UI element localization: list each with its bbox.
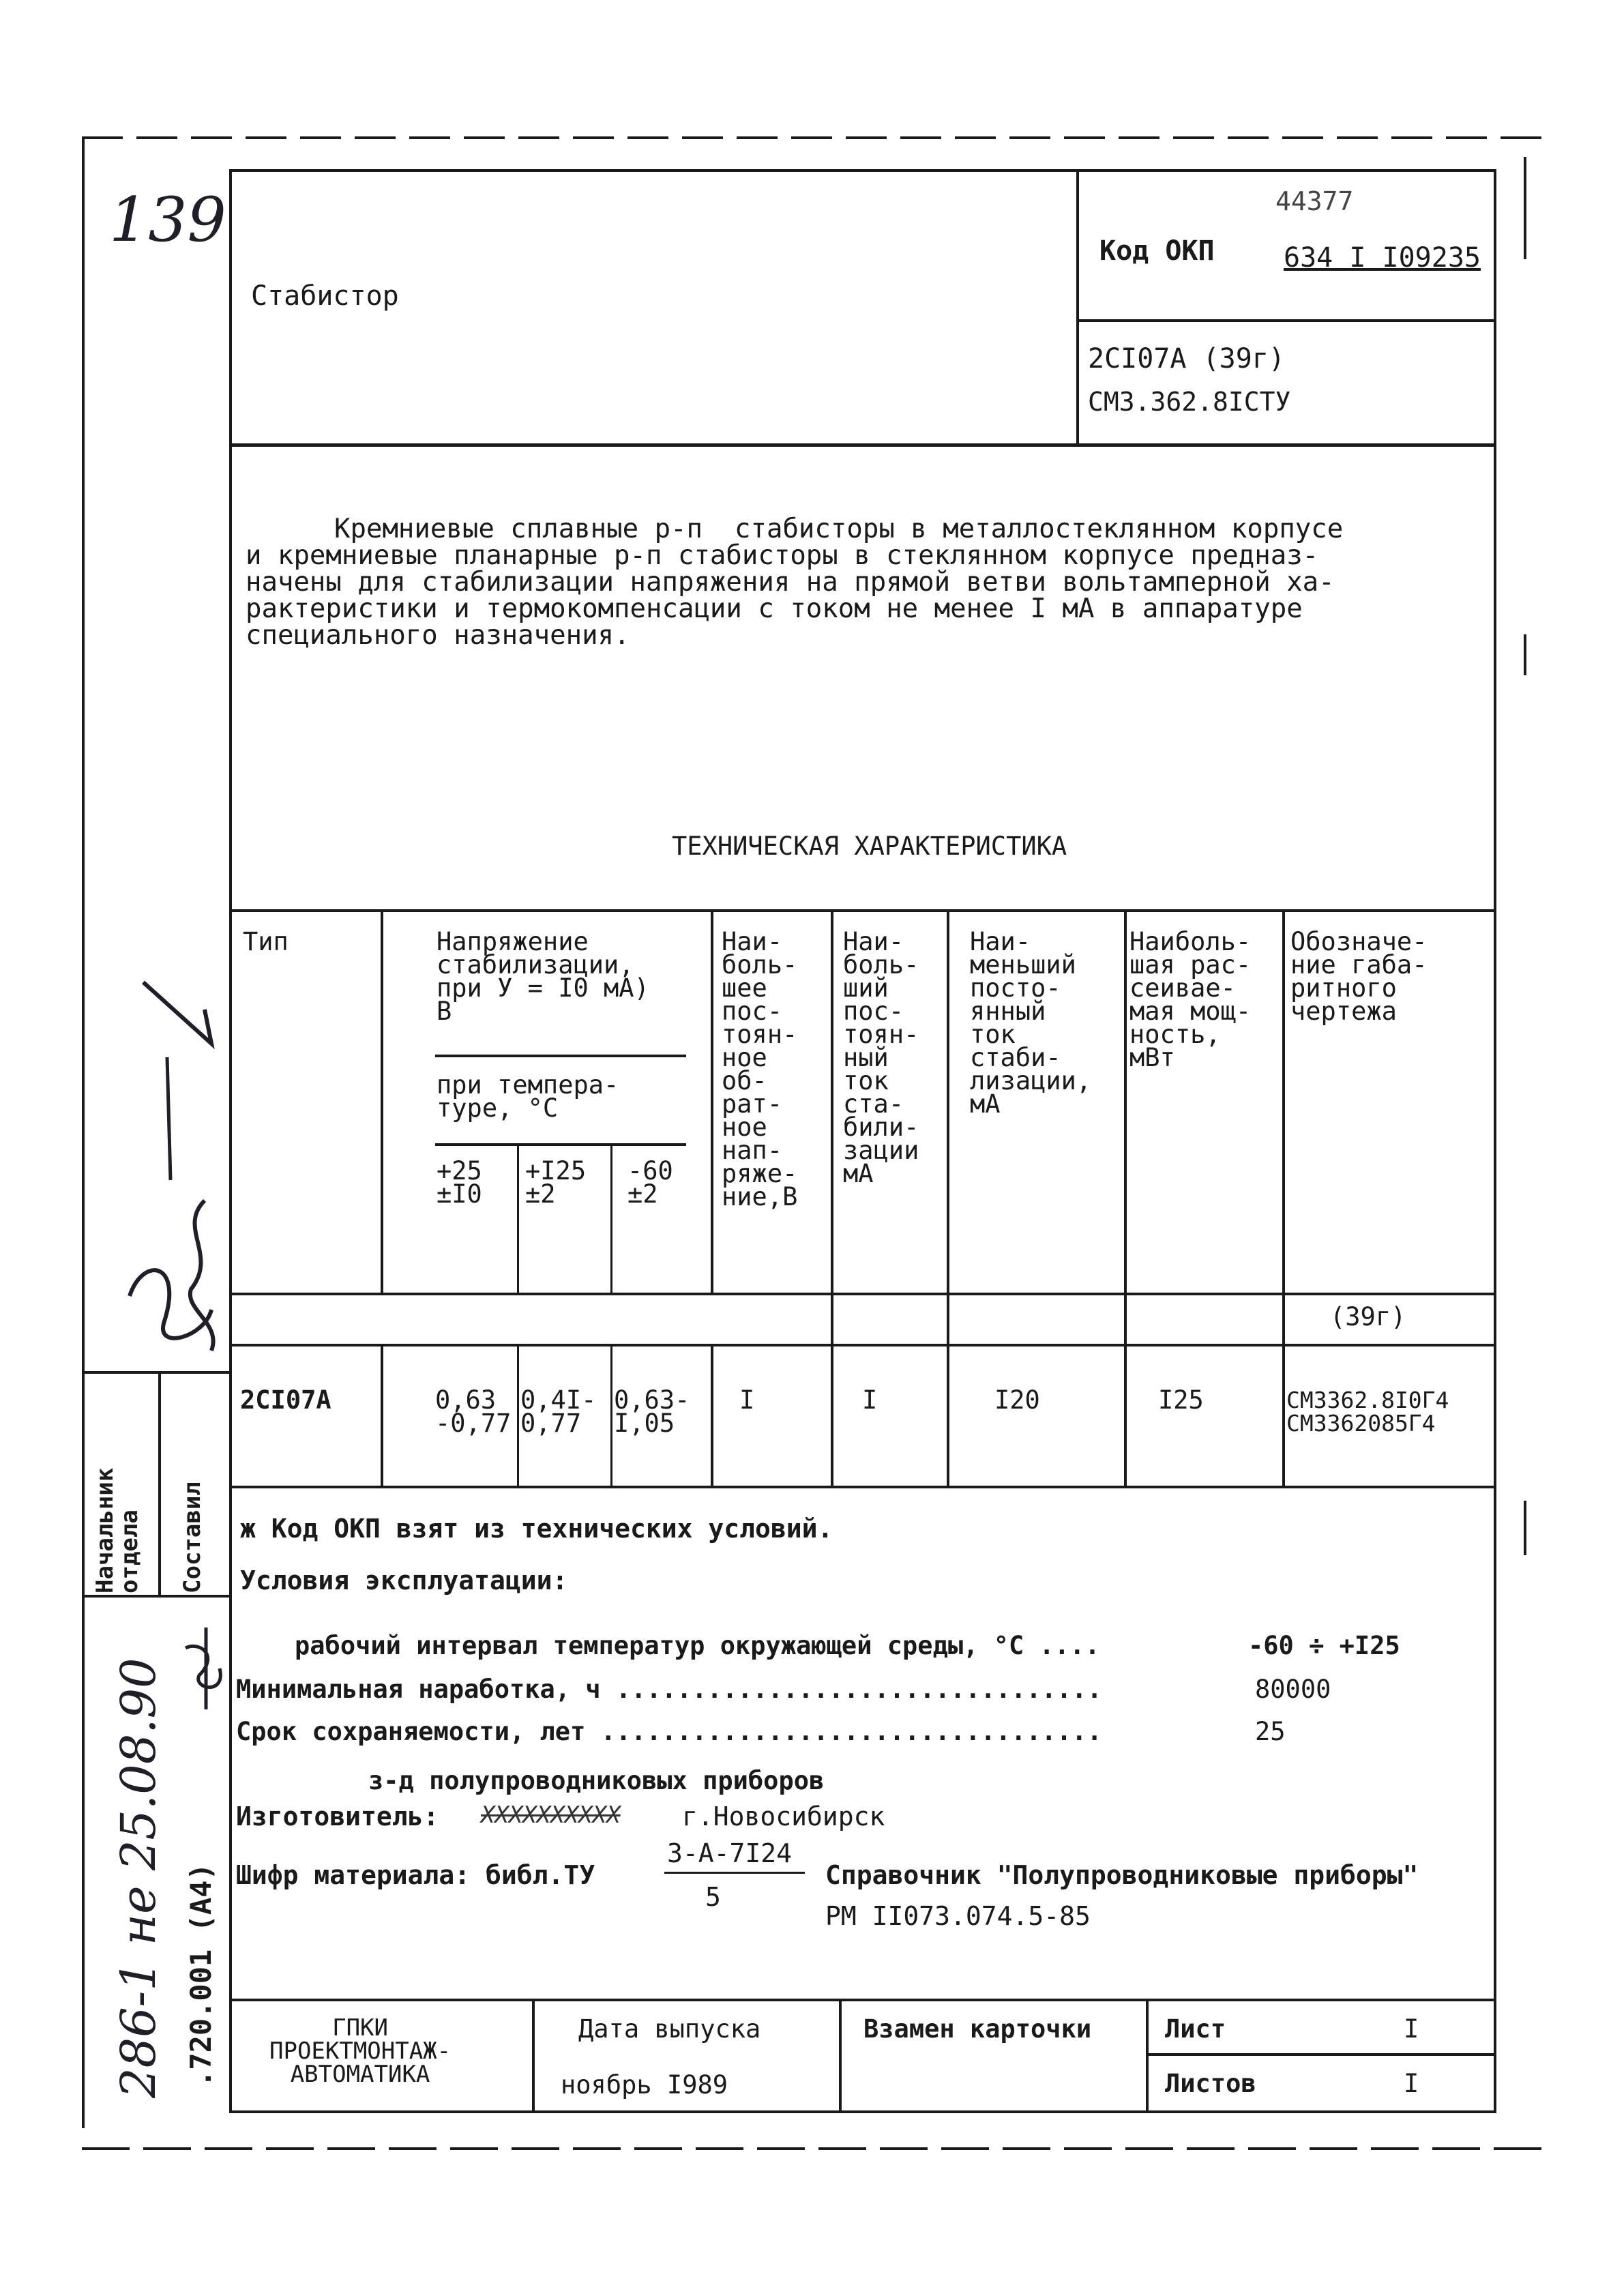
temp-col	[610, 1345, 612, 1486]
th-tm60: -60 ±2	[627, 1156, 673, 1209]
th-min-current: Наи- меньший посто- янный ток стаби- лизации, мА	[970, 927, 1092, 1119]
condition-label: Минимальная наработка, ч ................................	[236, 1675, 1102, 1704]
okp-code: 634 I I09235	[1284, 242, 1481, 274]
cell-v125: 0,4I- 0,77	[520, 1385, 597, 1438]
signature-mark	[102, 969, 239, 1364]
signature-mark	[179, 1621, 233, 1716]
th-max-current: Наи- боль- ший пос- тоян- ный ток ста- били- зации мА	[843, 927, 919, 1188]
edge-mark	[1524, 157, 1526, 259]
condition-label: рабочий интервал температур окружающей среды, °С ....	[295, 1631, 1100, 1660]
side-handwritten: 286-1 не 25.08.90	[110, 1658, 166, 2098]
manufacturer-name: з-д полупроводниковых приборов	[368, 1766, 825, 1795]
cell-type: 2СI07А	[240, 1385, 331, 1415]
th-t25: +25 ±I0	[437, 1156, 482, 1209]
col-line	[1282, 909, 1285, 1486]
cipher-fraction-bottom: 5	[705, 1882, 721, 1912]
reference: Справочник "Полупроводниковые приборы"	[825, 1860, 1419, 1890]
side-compiled-label: Составил	[179, 1482, 206, 1593]
description-line: специального назначения.	[246, 620, 630, 651]
th-reverse-voltage: Наи- боль- шее пос- тоян- ное об- рат- ное нап- ряже- ние,В	[722, 927, 798, 1211]
frame-top-dashed	[82, 136, 1541, 139]
th-type: Тип	[243, 927, 289, 956]
th-drawing: Обозначе- ние габа- ритного чертежа	[1290, 927, 1428, 1026]
temp-col	[517, 1143, 519, 1293]
footer-replaces-label: Взамен карточки	[863, 2014, 1092, 2044]
cipher-label: Шифр материала: библ.ТУ	[236, 1860, 595, 1890]
header-bottom	[229, 443, 1496, 447]
th-voltage: Напряжение стабилизации, при У = I0 мА) В	[437, 927, 649, 1026]
card-bottom	[229, 2110, 1496, 2113]
description	[246, 516, 1473, 649]
frame-left	[82, 136, 85, 2128]
frame-bottom-dashed	[82, 2147, 1541, 2150]
th-temperature: при темпера- туре, °С	[437, 1070, 619, 1123]
side-form-label: .720.001 (А4)	[184, 1863, 218, 2087]
footer-sheet-label: Лист	[1165, 2014, 1226, 2044]
conditions-title: Условия эксплуатации:	[240, 1565, 568, 1595]
cell-power: I25	[1158, 1385, 1204, 1415]
footer-date-label: Дата выпуска	[578, 2014, 761, 2044]
footer-top	[229, 1999, 1496, 2001]
cell-drawing: СМ3362.8I0Г4 СМ3362085Г4	[1286, 1387, 1449, 1437]
cell-v25: 0,63 -0,77	[435, 1385, 512, 1438]
table-bottom	[229, 1486, 1496, 1488]
description-line: начены для стабилизации напряжения на прямой ветви вольтамперной ха-	[246, 567, 1335, 598]
side-head-label: Начальник отдела	[91, 1467, 143, 1593]
doc-number: 44377	[1275, 186, 1354, 216]
voltage-subline	[435, 1055, 686, 1057]
edge-mark	[1524, 1501, 1526, 1555]
card-right	[1494, 169, 1496, 2113]
temp-col	[610, 1143, 612, 1293]
temp-col	[517, 1345, 519, 1486]
side-col	[158, 1371, 161, 1596]
header-divider	[1076, 169, 1079, 445]
col-line	[711, 1345, 713, 1486]
section-title: ТЕХНИЧЕСКАЯ ХАРАКТЕРИСТИКА	[672, 831, 1067, 861]
header-mid	[1076, 319, 1496, 322]
condition-value: -60 ÷ +I25	[1248, 1631, 1400, 1660]
reference-code: РМ II073.074.5-85	[825, 1901, 1091, 1931]
col-line	[1124, 909, 1127, 1486]
manufacturer-crossed: ХХХХХХХХХХ	[481, 1801, 621, 1829]
th-t125: +I25 ±2	[525, 1156, 587, 1209]
cell-vm60: 0,63- I,05	[614, 1385, 690, 1438]
footer-mid	[1146, 2053, 1496, 2056]
description-line: рактеристики и термокомпенсации с током не менее I мА в аппаратуре	[246, 593, 1303, 624]
footer-col	[839, 1999, 842, 2112]
cell-max-current: I	[862, 1385, 878, 1415]
col-line	[711, 909, 713, 1293]
col-line	[381, 909, 383, 1293]
side-divider	[85, 1371, 229, 1374]
footer-date-value: ноябрь I989	[561, 2070, 728, 2100]
cell-min-current: I20	[994, 1385, 1040, 1415]
col-line	[381, 1345, 383, 1486]
product-spec: СМ3.362.8IСТУ	[1088, 387, 1291, 417]
cipher-fraction-bar	[664, 1872, 805, 1874]
product-type: 2СI07А (39г)	[1088, 343, 1285, 374]
temp-subline	[435, 1143, 686, 1146]
footer-sheets-value: I	[1404, 2069, 1419, 2098]
cipher-fraction-top: 3-А-7I24	[667, 1838, 793, 1868]
condition-label: Срок сохраняемости, лет .................................	[236, 1717, 1102, 1746]
footer-col	[532, 1999, 535, 2112]
manufacturer-label: Изготовитель:	[236, 1801, 439, 1831]
okp-label: Код ОКП	[1099, 235, 1215, 267]
card-top	[229, 169, 1496, 172]
description-line: и кремниевые планарные р-п стабисторы в стеклянном корпусе предназ-	[246, 540, 1319, 571]
col-line	[831, 909, 833, 1486]
condition-value: 80000	[1255, 1675, 1331, 1704]
col-line	[947, 909, 949, 1486]
footer-sheets-label: Листов	[1165, 2069, 1256, 2098]
th-subheader-note: (39г)	[1330, 1302, 1406, 1331]
table-header-bottom	[229, 1344, 1496, 1346]
edge-mark	[1524, 634, 1526, 675]
cell-reverse: I	[739, 1385, 755, 1415]
footnote: ж Код ОКП взят из технических условий.	[240, 1514, 833, 1544]
description-line: Кремниевые сплавные р-п стабисторы в металлостеклянном корпусе	[334, 514, 1344, 544]
table-top	[229, 909, 1496, 912]
footer-org: ГПКИ ПРОЕКТМОНТАЖ- АВТОМАТИКА	[269, 2014, 452, 2088]
condition-value: 25	[1255, 1717, 1286, 1746]
th-power: Наиболь- шая рас- сеивае- мая мощ- ность, мВт	[1129, 927, 1252, 1072]
footer-sheet-value: I	[1404, 2014, 1419, 2044]
side-bottom	[85, 1595, 229, 1598]
page-number: 139	[109, 184, 226, 256]
table-subheader-line	[229, 1293, 1496, 1295]
manufacturer-city: г.Новосибирск	[682, 1801, 885, 1831]
doc-title: Стабистор	[251, 280, 399, 312]
